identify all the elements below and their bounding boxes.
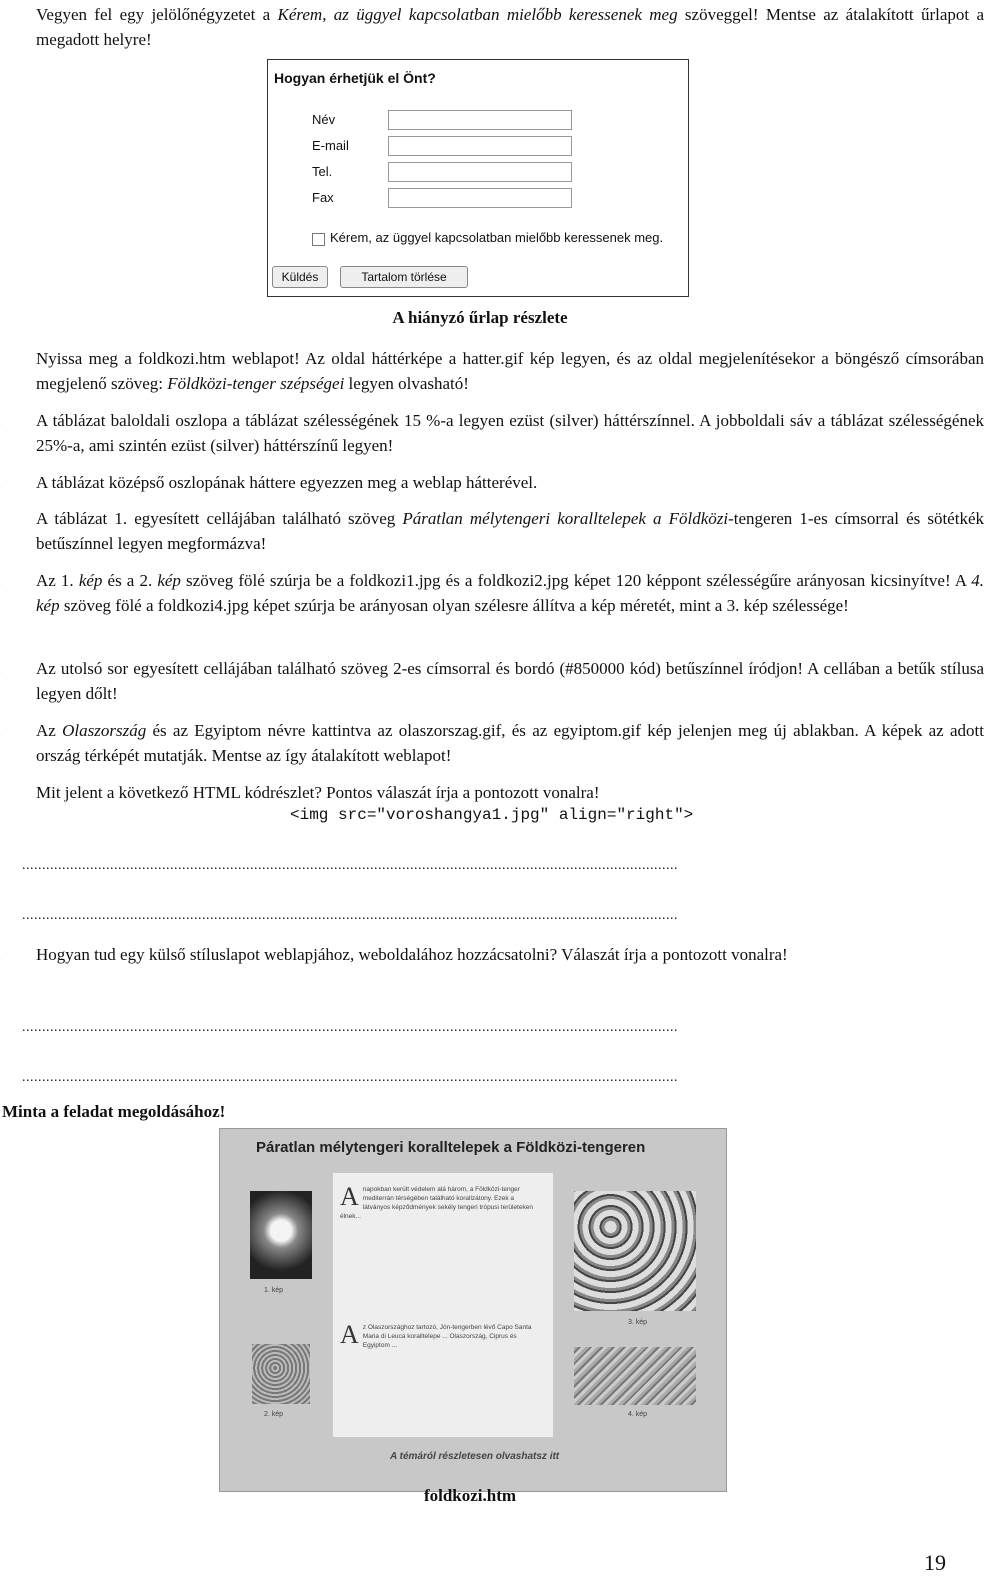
task-italic: Páratlan mélytengeri koralltelepek a Földközi (402, 509, 729, 528)
task-18 (8, 718, 984, 768)
task-text: szöveg fölé a foldkozi4.jpg képet szúrja be arányosan olyan szélesre állítva a kép méretét, mint a 3. kép szélessége! (59, 596, 849, 615)
coral-polyp-image (574, 1191, 696, 1311)
task-text: Az 1. (36, 571, 79, 590)
coral-image (252, 1344, 310, 1404)
task-text: Vegyen fel egy jelölőnégyzetet a (36, 5, 278, 24)
checkbox-label: Kérem, az üggyel kapcsolatban mielőbb keressenek meg. (330, 230, 664, 245)
task-text: legyen olvasható! (344, 374, 469, 393)
task-text: Hogyan tud egy külső stíluslapot weblapjához, weboldalához hozzácsatolni? Válaszát írja a pontozott vonalra! (36, 945, 788, 964)
sample-paragraph-2: Az Olaszországhoz tartozó, Jón-tengerben lévő Capo Santa Maria di Leuca koralltelepe ... Olaszország, Ciprus és Egyiptom ... (340, 1320, 532, 1349)
figure-caption: foldkozi.htm (423, 1486, 517, 1505)
task-number (8, 506, 36, 531)
answer-line[interactable]: .................................................................................................................................................................... (22, 858, 678, 873)
image-label-1: 1. kép (264, 1287, 284, 1294)
sample-webpage-figure (219, 1128, 727, 1492)
contact-checkbox[interactable] (312, 233, 325, 246)
sample-title: Páratlan mélytengeri koralltelepek a Földközi-tengeren (256, 1139, 646, 1156)
task-text: Az utolsó sor egyesített cellájában található szöveg 2-es címsorral és bordó (#850000 kód) betűszínnel íródjon! A cellában a betűk stílusa legyen dőlt! (36, 659, 984, 703)
form-caption: A hiányzó űrlap részlete (392, 308, 568, 327)
image-label-4: 4. kép (628, 1411, 648, 1418)
task-number (8, 408, 36, 433)
task-text: és az Egyiptom névre kattintva az olaszorszag.gif, és az egyiptom.gif kép jelenjen meg új ablakban. A képek az adott ország térképét mutatják. Mentse az így átalakított weblapot! (36, 721, 984, 765)
task-15 (8, 506, 984, 556)
page-number: 19 (924, 1550, 946, 1575)
sample-heading: Minta a feladat megoldásához! (2, 1102, 226, 1121)
task-11 (8, 2, 984, 52)
task-13 (8, 408, 984, 458)
sea-anemone-image (250, 1191, 312, 1279)
label-email: E-mail (312, 138, 349, 153)
task-number (8, 470, 36, 495)
task-italic: kép (78, 571, 103, 590)
image-label-2: 2. kép (264, 1411, 284, 1418)
task-text: -tengeren 1-es címsorral és sötétkék betűszínnel legyen megformázva! (36, 509, 984, 553)
task-text: szöveggel! Mentse az átalakított űrlapot a megadott helyre! (36, 5, 984, 49)
task-text: A táblázat baloldali oszlopa a táblázat szélességének 15 %-a legyen ezüst (silver) háttérszínnel. A jobboldali sáv a táblázat szélességének 25%-a, ami szintén ezüst (silver) háttérszínű legyen! (36, 411, 984, 455)
task-17 (8, 656, 984, 706)
task-italic: kép (157, 571, 181, 590)
answer-line[interactable]: .................................................................................................................................................................... (22, 908, 678, 923)
form-figure (267, 59, 689, 297)
image-label-3: 3. kép (628, 1319, 648, 1326)
task-14 (8, 470, 984, 495)
task-text: Mit jelent a következő HTML kódrészlet? Pontos válaszát írja a pontozott vonalra! (36, 783, 600, 802)
task-text: Az (36, 721, 63, 740)
code-snippet: <img src="voroshangya1.jpg" align="right"> (290, 806, 694, 824)
task-number (8, 780, 36, 805)
task-number (8, 942, 36, 967)
email-input[interactable] (388, 136, 572, 156)
task-number (8, 568, 36, 593)
answer-line[interactable]: .................................................................................................................................................................... (22, 1020, 678, 1035)
task-italic: Kérem, az üggyel kapcsolatban mielőbb keressenek meg (277, 5, 678, 24)
task-italic: Olaszország (62, 721, 147, 740)
task-text: Nyissa meg a foldkozi.htm weblapot! Az oldal háttérképe a hatter.gif kép legyen, és az oldal megjelenítésekor a böngésző címsorában megjelenő szöveg: (36, 349, 984, 393)
name-input[interactable] (388, 110, 572, 130)
fax-input[interactable] (388, 188, 572, 208)
label-tel: Tel. (312, 164, 333, 179)
task-italic: 4. kép (36, 571, 984, 615)
task-text: A táblázat 1. egyesített cellájában található szöveg (36, 509, 403, 528)
task-19 (8, 780, 984, 805)
label-nev: Név (312, 112, 336, 127)
label-fax: Fax (312, 190, 334, 205)
answer-line[interactable]: .................................................................................................................................................................... (22, 1070, 678, 1085)
task-text: és a 2. (102, 571, 158, 590)
sample-center-column (333, 1173, 553, 1437)
task-number (8, 718, 36, 743)
task-number (8, 346, 36, 371)
form-title: Hogyan érhetjük el Önt? (274, 70, 436, 86)
task-text: szöveg fölé szúrja be a foldkozi1.jpg és a foldkozi2.jpg képet 120 képpont szélességűre arányosan kicsinyítve! A (180, 571, 972, 590)
submit-button[interactable]: Küldés (272, 266, 328, 288)
task-italic: Földközi-tenger szépségei (167, 374, 345, 393)
task-number (8, 2, 36, 27)
sample-footer-link: A témáról részletesen olvashatsz itt (390, 1451, 560, 1462)
reef-image (574, 1347, 696, 1405)
tel-input[interactable] (388, 162, 572, 182)
reset-button[interactable]: Tartalom törlése (340, 266, 468, 288)
sample-paragraph-1: Anapokban került védelem alá három, a Földközi-tenger mediterrán térségében található korallzátony. Ezek a látványos képződmények sekély tengeri trópusi területeken élnek... (340, 1182, 533, 1220)
task-text: A táblázat középső oszlopának háttere egyezzen meg a weblap hátterével. (36, 473, 538, 492)
task-16 (8, 568, 984, 618)
task-20 (8, 942, 984, 967)
task-12 (8, 346, 984, 396)
task-number (8, 656, 36, 681)
